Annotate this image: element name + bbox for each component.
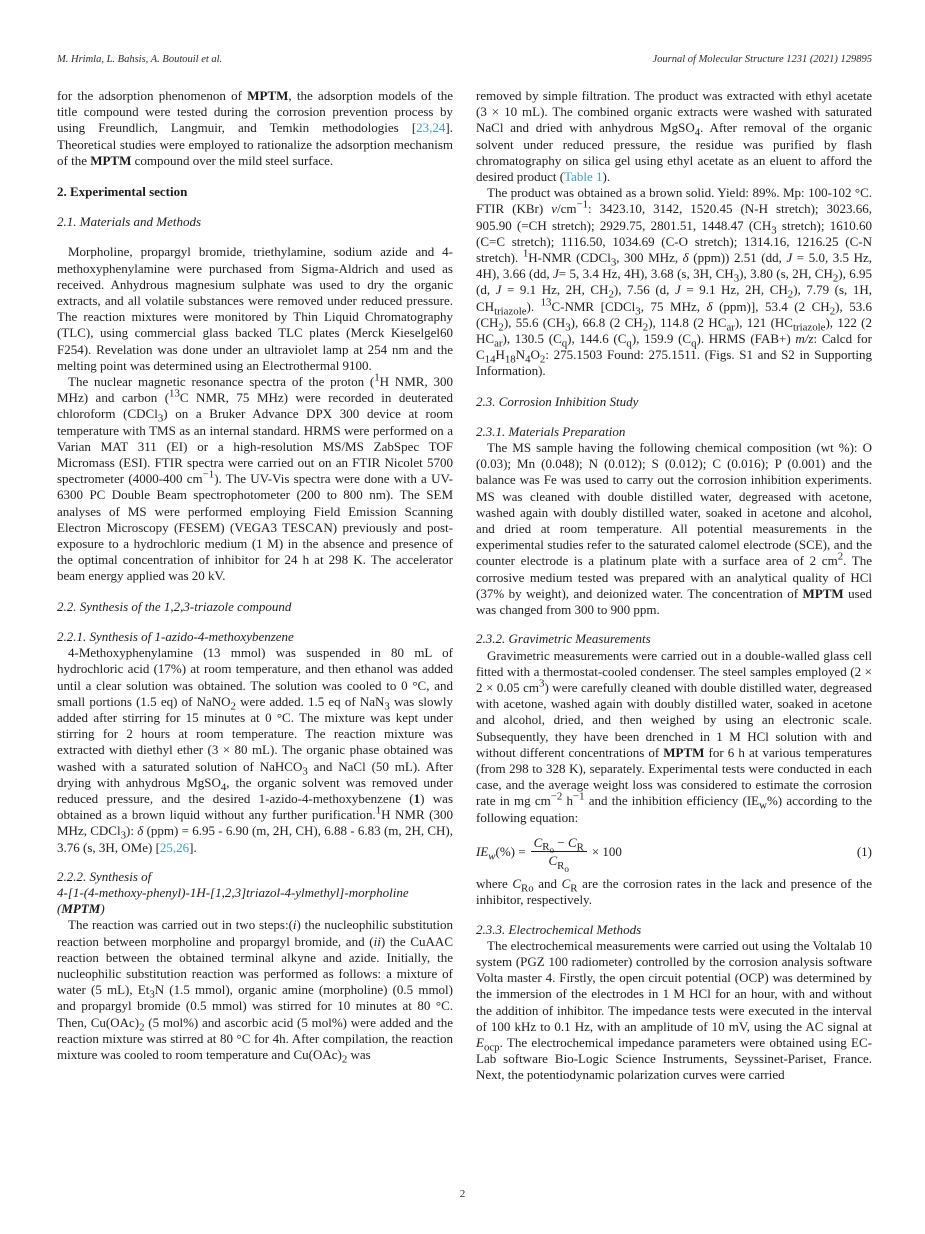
equation: [476, 834, 872, 875]
body-paragraph: Gravimetric measurements were carried out in a double-walled glass cell fitted with a thermostat-cooled condenser. The steel samples employed (2 × 2 × 0.05 $cm^3$) were carefully cleaned with double distilled water, degreased with acetone, washed again with doubly distilled water, soaked in acetone and alcohol, dried, and then weighed by using an electronic scale. Subsequently, they have been drenched in 1 M HCl solution with and without different concentrations of MPTM for 6 h at various temperatures (from 298 to 328 K), separately. Experimental tests were conducted in each case, and the average weight loss was considered to estimate the corrosion rate in mg $cm^{-2}$ $h^{-1}$ and the inhibition efficiency $(IE_w\%)$ according to the following equation:: [476, 647, 872, 825]
two-column-body: [57, 88, 873, 1084]
running-head: [57, 54, 872, 65]
citation-link[interactable]: 25,26: [159, 839, 190, 855]
subsubsection-heading: 2.2.2. Synthesis of 4-[1-(4-methoxy-phenyl)-1H-[1,2,3]triazol-4-ylmethyl]-morpholine (MPTM): [57, 868, 409, 917]
body-paragraph: The product was obtained as a brown solid. Yield: 89%. Mp: 100-102 °C. FTIR (KBr) $\nu/cm^{-1}$: 3423.10, 3142, 1520.45 (N-H stretch); 3023.66, 905.90 (=CH stretch); 2929.75, 2801.51, 1448.47 ($CH_3$ stretch); 1610.60 (C=C stretch); 1116.50, 1034.69 (C-O stretch); 1314.16, 1216.25 (C-N stretch). $^1$H-NMR (CDCl$_3$, 300 MHz, δ (ppm)) 2.51 (dd, J = 5.0, 3.5 Hz, 4H), 3.66 (dd, J= 5, 3.4 Hz, 4H), 3.68 (s, 3H, $CH_3$), 3.80 (s, 2H, $CH_2$), 6.95 (d, J = 9.1 Hz, 2H, $CH_2$), 7.56 (d, J = 9.1 Hz, 2H, $CH_2$), 7.79 (s, 1H, $CH_{triazole}$). $^{13}$C-NMR [CDCl$_3$, 75 MHz, δ (ppm)], 53.4 (2 $CH_2$), 53.6 $(CH_2)$, 55.6 $(CH_3)$, 66.8 (2 $CH_2$), 114.8 (2 $HC_{ar}$), 121 $(HC_{triazole})$, 122 (2 $HC_{ar}$), 130.5 $(C_q)$, 144.6 $(C_q)$, 159.9 $(C_q)$. HRMS (FAB+) m/z: Calcd for $C_{14}H_{18}N_4O_2$: 275.1503 Found: 275.1511. (Figs. S1 and S2 in Supporting Information).: [476, 185, 873, 379]
page-number: 2: [459, 1188, 466, 1200]
subsubsection-heading: 2.3.2. Gravimetric Measurements: [476, 631, 651, 647]
body-paragraph: Morpholine, propargyl bromide, triethylamine, sodium azide and 4-methoxyphenylamine were purchased from Sigma-Aldrich and used as received. Anhydrous magnesium sulphate was used to dry the organic extracts, and all volatile substances were removed under reduced pressure. The reaction mixtures were monitored by Thin Liquid Chromatography (TLC), using commercial glass backed TLC plates (Merck Kieselgel60 F254). Revelation was done under an ultraviolet lamp at 254 nm and the melting point was determined using an Electrothermal 9100.: [57, 244, 453, 373]
body-paragraph: The electrochemical measurements were carried out using the Voltalab 10 system (PGZ 100 radiometer) controlled by the corrosion analysis software Volta master 4. Firstly, the open circuit potential (OCP) was determined by the immersion of the electrodes in 1 M HCl for an hour, with and without the addition of inhibitor. The impedance tests were executed in the interval of 100 kHz to 0.1 Hz, with an amplitude of 10 mV, using the AC signal at $E_{ocp}$. The electrochemical impedance parameters were obtained using EC-Lab software Bio-Logic Science Instruments, Seyssinet-Pariset, France. Next, the potentiodynamic polarization curves were carried: [476, 937, 872, 1083]
body-paragraph: removed by simple filtration. The product was extracted with ethyl acetate (3 × 10 mL). The combined organic extracts were washed with saturated NaCl and dried with anhydrous MgSO$_4$. After removal of the organic solvent under reduced pressure, the residue was purified by flash chromatography on silica gel using ethyl acetate as an eluent to afford the desired product (Table 1).: [476, 88, 872, 185]
equation-body: $IE_w$ (%) = $\frac{C_{R_o} - C_R}{C_{R_o}}$ × 100: [476, 834, 622, 875]
citation-link[interactable]: 23,24: [416, 120, 446, 136]
right-column: [476, 88, 872, 1084]
page-footer: [0, 1188, 925, 1200]
subsubsection-heading: 2.3.3. Electrochemical Methods: [476, 921, 642, 937]
body-paragraph: The reaction was carried out in two steps:(i) the nucleophilic substitution reaction between morpholine and propargyl bromide, and (ii) the CuAAC reaction between the obtained terminal alkyne and azide. Initially, the nucleophilic substitution reaction was performed as follows: a mixture of water (5 mL), $Et_3N$ (1.5 mmol), organic amine (morpholine) (0.5 mmol) and propargyl bromide (0.5 mmol) was stirred for 10 minutes at 80 °C. Then, $Cu(OAc)_2$ (5 mol%) and ascorbic acid (5 mol%) were added and the reaction mixture was stirred at 80 °C for 4h. After compilation, the reaction mixture was cooled to room temperature and $Cu(OAc)_2$ was: [57, 917, 453, 1066]
running-head-journal: Journal of Molecular Structure 1231 (2021) 129895: [652, 54, 872, 65]
running-head-authors: M. Hrimla, L. Bahsis, A. Boutouil et al.: [57, 54, 223, 65]
subsection-heading: 2.3. Corrosion Inhibition Study: [476, 393, 639, 409]
citation-link[interactable]: Table 1: [564, 169, 603, 185]
body-paragraph: The MS sample having the following chemical composition (wt %): O (0.03); Mn (0.048); N (0.012); S (0.012); C (0.016); P (0.001) and the balance was Fe was used to carry out the corrosion inhibition experiments. MS was cleaned with double distilled water, degreased with acetone, washed again with doubly distilled water, soaked in acetone and alcohol, and dried at room temperature. All potential measurements in the experimental studies refer to the saturated calomel electrode (SCE), and the counter electrode is a platinum plate with a surface area of 2 $cm^2$. The corrosive medium tested was prepared with an analytical quality of HCl (37% by weight), and deionized water. The concentration of MPTM used was changed from 300 to 900 ppm.: [476, 440, 872, 618]
subsubsection-heading: 2.2.1. Synthesis of 1-azido-4-methoxybenzene: [57, 628, 294, 644]
left-column: [57, 88, 453, 1084]
body-paragraph: where $C_{Ro}$ and $C_R$ are the corrosion rates in the lack and presence of the inhibitor, respectively.: [476, 876, 872, 908]
subsection-heading: 2.2. Synthesis of the 1,2,3-triazole compound: [57, 598, 292, 614]
equation-number: (1): [856, 843, 872, 859]
subsubsection-heading: 2.3.1. Materials Preparation: [476, 423, 626, 439]
body-paragraph: 4-Methoxyphenylamine (13 mmol) was suspended in 80 mL of hydrochloric acid (17%) at room temperature, and then ethanol was added until a clear solution was obtained. The solution was cooled to 0 °C, and small portions (1.5 eq) of NaNO$_2$ were added. 1.5 eq of NaN$_3$ was slowly added after stirring for 15 minutes at 0 °C. The mixture was kept under stirring for 2 hours at room temperature. The reaction mixture was extracted with diethyl ether (3 × 80 mL). The organic phase obtained was washed with a saturated solution of NaHCO$_3$ and NaCl (50 mL). After drying with anhydrous MgSO$_4$, the organic solvent was removed under reduced pressure, and the desired 1-azido-4-methoxybenzene (1) was obtained as a brown liquid without any further purification.$^1$H NMR (300 MHz, CDCl$_3$): δ (ppm) = 6.95 - 6.90 (m, 2H, CH), 6.88 - 6.83 (m, 2H, CH), 3.76 (s, 3H, OMe) [25,26].: [57, 645, 454, 855]
body-paragraph: for the adsorption phenomenon of MPTM, the adsorption models of the title compound were tested during the corrosion prevention process by using Freundlich, Langmuir, and Temkin methodologies [23,24]. Theoretical studies were employed to rationalize the adsorption mechanism of the MPTM compound over the mild steel surface.: [57, 88, 453, 168]
section-heading: 2. Experimental section: [57, 184, 188, 200]
subsection-heading: 2.1. Materials and Methods: [57, 214, 202, 230]
fraction: $\frac{C_{R_o} - C_R}{C_{R_o}}$: [531, 835, 587, 870]
body-paragraph: The nuclear magnetic resonance spectra of the proton ($^1$H NMR, 300 MHz) and carbon ($^{13}$C NMR, 75 MHz) were recorded in deuterated chloroform (CDCl$_3$) on a Bruker Advance DPX 300 device at room temperature with TMS as an internal standard. HRMS were performed on a Varian MAT 311 (EI) or a high-resolution MS/MS ZabSpec TOF Micromass (ESI). FTIR spectra were carried out on an FTIR Nicolet 5700 spectrometer (4000-400 $cm^{-1}$). The UV-Vis spectra were done with a UV-6300 PC Double Beam spectrophotometer (200 to 800 nm). The SEM analyses of MS were performed employing Field Emission Scanning Electron Microscopy (FESEM) (VEGA3 TESCAN) previously and post-exposure to a hydrochloric medium (1 M) in the absence and presence of the optimal concentration of inhibitor for 24 h at 298 K. The accelerator beam energy applied was 20 kV.: [57, 371, 454, 584]
